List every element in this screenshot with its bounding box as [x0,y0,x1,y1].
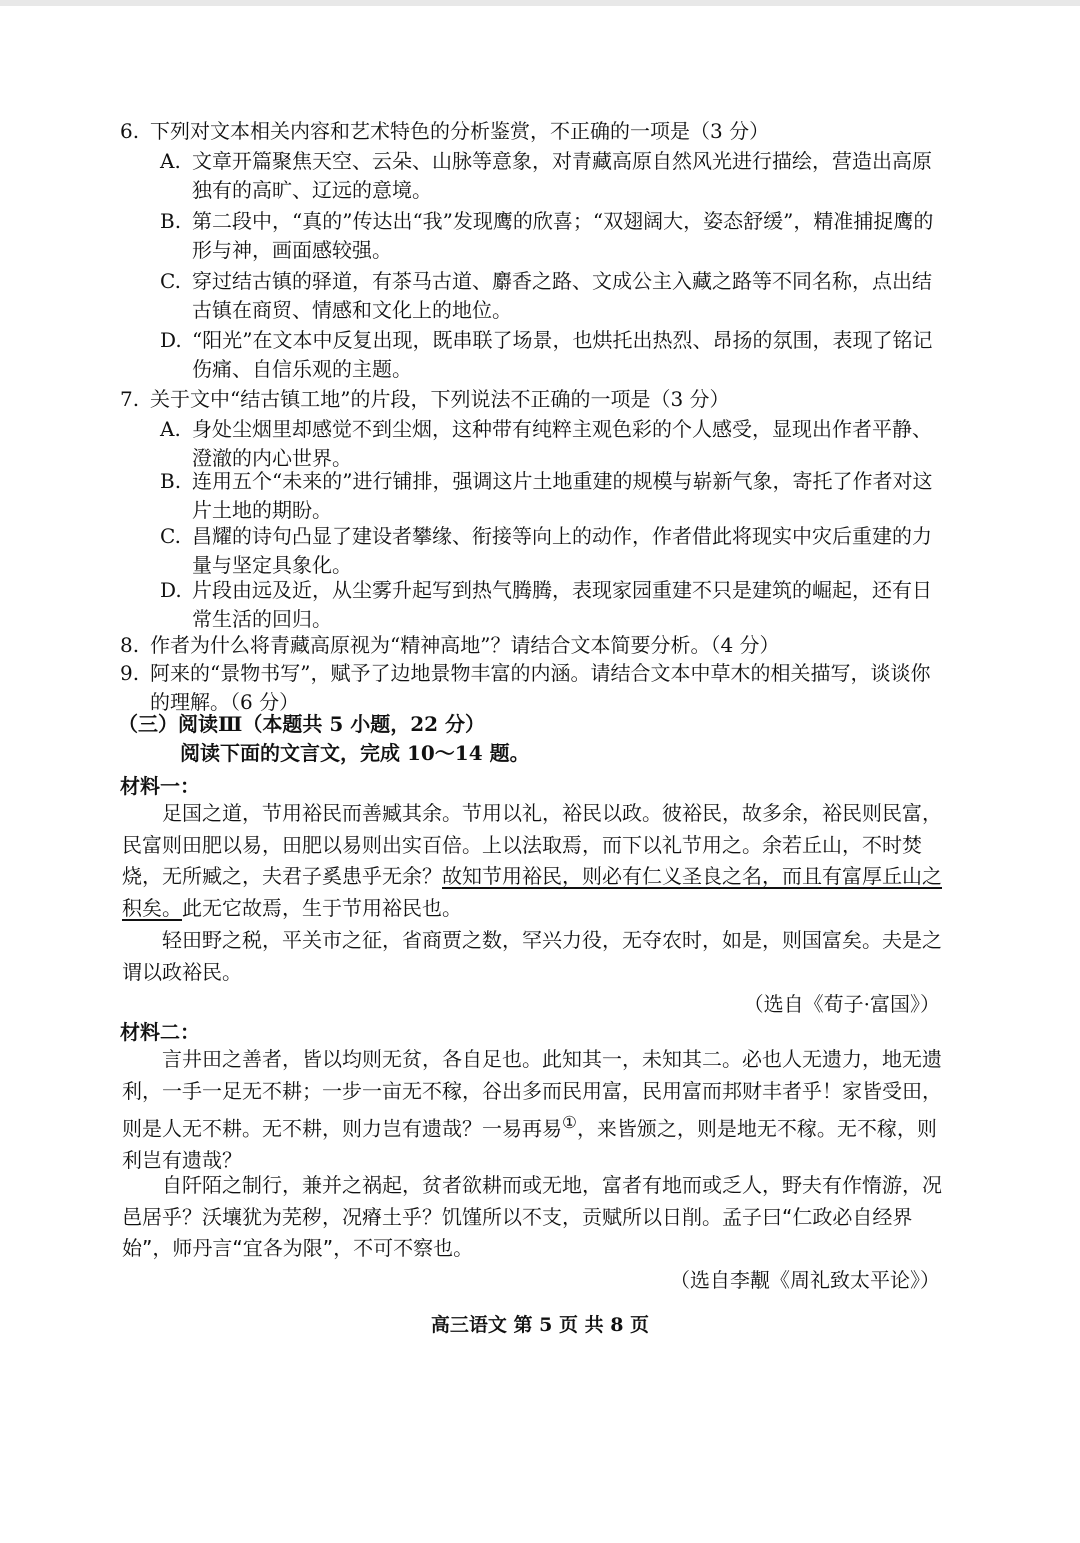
option-label: C. [160,269,181,293]
option-label: A. [160,417,181,441]
material-2-text: 言井田之善者，皆以均则无贫，各自足也。此知其一，未知其二。必也人无遗力，地无遗利，一手一足无不耕；一步一亩无不稼，谷出多而民用富，民用富而邦财丰者乎！家皆受田，则是人无不耕。无不耕，则力岂有遗哉？一易再易 [122,1047,942,1141]
material-2-source: （选自李觏《周礼致太平论》） [670,1268,940,1292]
underlined-sentence: 故知节用裕民，则必有仁义圣良之名，而且有富厚丘山之积矣。 [122,864,942,920]
option-text: “阳光”在文本中反复出现，既串联了场景，也烘托出热烈、昂扬的氛围，表现了铭记伤痛、自信乐观的主题。 [192,328,933,381]
material-1-text: 足国之道，节用裕民而善臧其余。节用以礼，裕民以政。彼裕民，故多余，裕民则民富，民富则田肥以易，田肥以易则出实百倍。上以法取焉，而下以礼节用之。余若丘山，不时焚烧，无所臧之，夫君子奚患乎无余？ [122,801,942,888]
section-title: （三）阅读Ⅲ（本题共 5 小题，22 分） [118,712,485,736]
q6-option-c [160,267,950,325]
option-label: B. [160,209,182,233]
material-1-paragraph-2: 轻田野之税，平关市之征，省商贾之数，罕兴力役，无夺农时，如是，则国富矣。夫是之谓以政裕民。 [122,928,942,984]
option-text: 身处尘烟里却感觉不到尘烟，这种带有纯粹主观色彩的个人感受，显现出作者平静、澄澈的内心世界。 [192,417,932,470]
scan-edge [0,0,1080,6]
question-8 [120,631,950,660]
q7-option-c [160,522,950,580]
question-6 [120,117,950,146]
material-1-paragraph-1 [122,798,942,924]
question-number: 6. [120,119,140,143]
material-1-heading: 材料一： [120,774,200,798]
material-1-text-end: 此无它故焉，生于节用裕民也。 [182,895,462,920]
question-number: 9. [120,661,140,685]
option-text: 穿过结古镇的驿道，有茶马古道、麝香之路、文成公主入藏之路等不同名称，点出结古镇在商贸、情感和文化上的地位。 [192,269,932,322]
question-9 [120,659,950,717]
q7-option-b [160,467,950,525]
q6-option-a [160,147,950,205]
question-stem: 关于文中“结古镇工地”的片段，下列说法不正确的一项是（3 分） [150,387,730,411]
option-text: 连用五个“未来的”进行铺排，强调这片土地重建的规模与崭新气象，寄托了作者对这片土地的期盼。 [192,469,933,522]
q6-option-b [160,207,950,265]
page-footer: 高三语文 第 5 页 共 8 页 [430,1314,650,1336]
option-label: D. [160,328,182,352]
option-label: B. [160,469,182,493]
material-1-source: （选自《荀子·富国》） [743,992,940,1016]
footnote-marker: ① [562,1113,577,1132]
q7-option-a [160,415,950,473]
option-text: 片段由远及近，从尘雾升起写到热气腾腾，表现家园重建不只是建筑的崛起，还有日常生活的回归。 [192,578,932,631]
question-stem: 阿来的“景物书写”，赋予了边地景物丰富的内涵。请结合文本中草木的相关描写，谈谈你的理解。（6 分） [150,661,931,714]
question-stem: 下列对文本相关内容和艺术特色的分析鉴赏，不正确的一项是（3 分） [150,119,770,143]
question-7 [120,385,950,414]
option-text: 昌耀的诗句凸显了建设者攀缘、衔接等向上的动作，作者借此将现实中灾后重建的力量与坚定具象化。 [192,524,932,577]
material-2-text-end: ，来皆颁之，则是地无不稼。无不稼，则利岂有遗哉？ [122,1116,937,1173]
material-2-paragraph-1 [122,1044,942,1177]
q6-option-d [160,326,950,384]
question-stem: 作者为什么将青藏高原视为“精神高地”？请结合文本简要分析。（4 分） [150,633,780,657]
q7-option-d [160,576,950,634]
section-instruction: 阅读下面的文言文，完成 10～14 题。 [180,741,530,765]
material-2-heading: 材料二： [120,1020,200,1044]
question-number: 7. [120,387,140,411]
material-2-paragraph-2: 自阡陌之制行，兼并之祸起，贫者欲耕而或无地，富者有地而或乏人，野夫有作惰游，况邑居乎？沃壤犹为芜秽，况瘠土乎？饥馑所以不支，贡赋所以日削。孟子曰“仁政必自经界始”，师丹言“宜各为限”，不可不察也。 [122,1173,942,1260]
option-text: 文章开篇聚焦天空、云朵、山脉等意象，对青藏高原自然风光进行描绘，营造出高原独有的高旷、辽远的意境。 [192,149,932,202]
option-text: 第二段中，“真的”传达出“我”发现鹰的欣喜；“双翅阔大，姿态舒缓”，精准捕捉鹰的形与神，画面感较强。 [192,209,934,262]
question-number: 8. [120,633,140,657]
option-label: D. [160,578,182,602]
option-label: A. [160,149,181,173]
option-label: C. [160,524,181,548]
